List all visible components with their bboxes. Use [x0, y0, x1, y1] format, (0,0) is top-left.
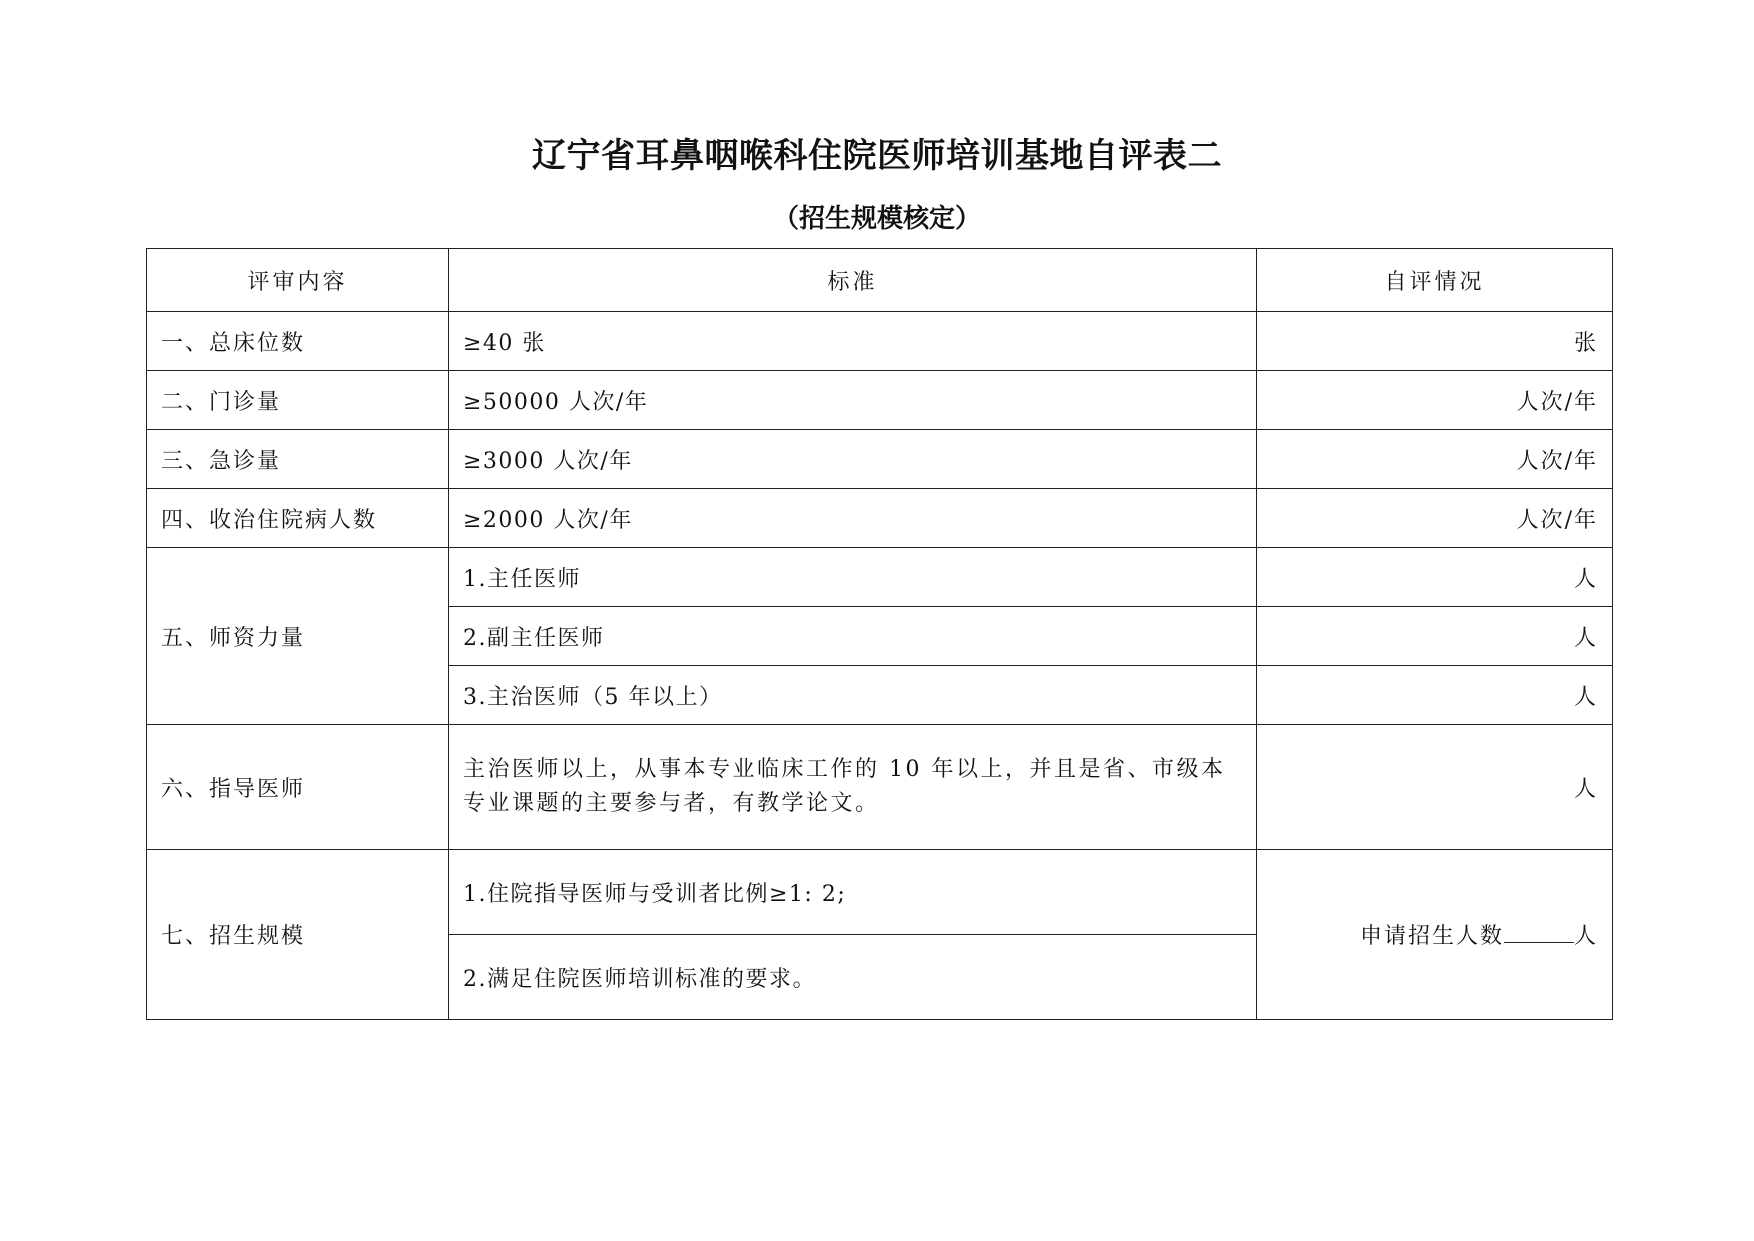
table-header-row	[147, 249, 1613, 312]
enrollment-self-eval[interactable]	[1257, 850, 1613, 1020]
faculty-item: 五、师资力量	[147, 548, 449, 725]
table-row	[147, 489, 1613, 548]
row-self-eval[interactable]: 人次/年	[1257, 489, 1613, 548]
row-item: 一、总床位数	[147, 312, 449, 371]
mentor-standard: 主治医师以上，从事本专业临床工作的 10 年以上，并且是省、市级本专业课题的主要参与者，有教学论文。	[449, 725, 1257, 850]
row-standard: ≥2000 人次/年	[449, 489, 1257, 548]
row-standard: ≥50000 人次/年	[449, 371, 1257, 430]
enrollment-count-blank[interactable]	[1504, 922, 1574, 943]
table-row	[147, 548, 1613, 607]
row-self-eval[interactable]: 人次/年	[1257, 371, 1613, 430]
table-row	[147, 312, 1613, 371]
page-title: 辽宁省耳鼻咽喉科住院医师培训基地自评表二	[532, 136, 1222, 176]
row-item: 四、收治住院病人数	[147, 489, 449, 548]
enrollment-self-suffix: 人	[1573, 924, 1598, 949]
row-item: 三、急诊量	[147, 430, 449, 489]
header-standard: 标准	[449, 249, 1257, 312]
table-row	[147, 430, 1613, 489]
header-self-eval: 自评情况	[1257, 249, 1613, 312]
faculty-self-eval[interactable]: 人	[1257, 548, 1613, 607]
enrollment-standard-1: 1.住院指导医师与受训者比例≥1: 2;	[449, 850, 1257, 935]
table-row	[147, 725, 1613, 850]
mentor-self-eval[interactable]: 人	[1257, 725, 1613, 850]
faculty-self-eval[interactable]: 人	[1257, 607, 1613, 666]
faculty-standard: 1.主任医师	[449, 548, 1257, 607]
evaluation-table	[146, 248, 1613, 1020]
faculty-standard: 3.主治医师（5 年以上）	[449, 666, 1257, 725]
row-self-eval[interactable]: 人次/年	[1257, 430, 1613, 489]
enrollment-item: 七、招生规模	[147, 850, 449, 1020]
enrollment-self-prefix: 申请招生人数	[1359, 924, 1504, 949]
page-subtitle: （招生规模核定）	[772, 204, 981, 234]
table-row	[147, 850, 1613, 935]
table-row	[147, 371, 1613, 430]
header-content: 评审内容	[147, 249, 449, 312]
row-self-eval[interactable]: 张	[1257, 312, 1613, 371]
row-standard: ≥40 张	[449, 312, 1257, 371]
enrollment-standard-2: 2.满足住院医师培训标准的要求。	[449, 935, 1257, 1020]
faculty-self-eval[interactable]: 人	[1257, 666, 1613, 725]
row-item: 二、门诊量	[147, 371, 449, 430]
row-standard: ≥3000 人次/年	[449, 430, 1257, 489]
mentor-item: 六、指导医师	[147, 725, 449, 850]
faculty-standard: 2.副主任医师	[449, 607, 1257, 666]
